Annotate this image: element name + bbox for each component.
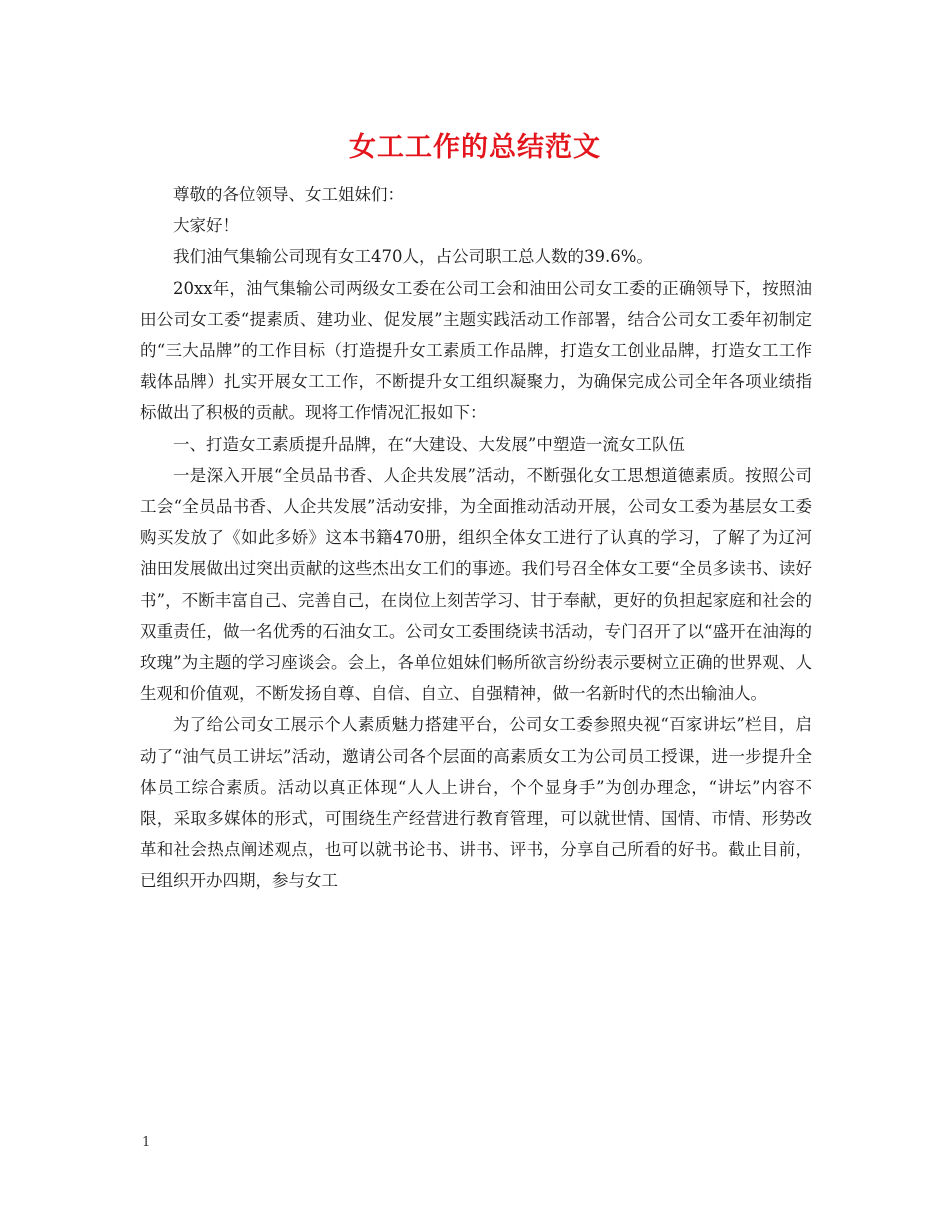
document-title: 女工工作的总结范文 xyxy=(349,132,601,163)
section-heading-1: 一、打造女工素质提升品牌，在“大建设、大发展”中塑造一流女工队伍 xyxy=(173,434,685,454)
paragraph-reading-activity: 一是深入开展“全员品书香、人企共发展”活动，不断强化女工思想道德素质。按照公司工会“全员品书香、人企共发展”活动安排，为全面推动活动开展，公司女工委为基层女工委购买发放了《如此多娇》这本书籍470册，组织全体女工进行了认真的学习，了解了为辽河油田发展做出过突出贡献的这些杰出女工们的事迹。我们号召全体女工要“全员多读书、读好书”，不断丰富自己、完善自己，在岗位上刻苦学习、甘于奉献，更好的负担起家庭和社会的双重责任，做一名优秀的石油女工。公司女工委围绕读书活动，专门召开了以“盛开在油海的玫瑰”为主题的学习座谈会。会上，各单位姐妹们畅所欲言纷纷表示要树立正确的世界观、人生观和价值观，不断发扬自尊、自信、自立、自强精神，做一名新时代的杰出输油人。 xyxy=(140,465,812,704)
paragraph-lecture-forum: 为了给公司女工展示个人素质魅力搭建平台，公司女工委参照央视“百家讲坛”栏目，启动了“油气员工讲坛”活动，邀请公司各个层面的高素质女工为公司员工授课，进一步提升全体员工综合素质。活动以真正体现“人人上讲台，个个显身手”为创办理念，“讲坛”内容不限，采取多媒体的形式，可围绕生产经营进行教育管理，可以就世情、国情、市情、形势改革和社会热点阐述观点，也可以就书论书、讲书、评书，分享自己所看的好书。截止目前，已组织开办四期，参与女工 xyxy=(140,715,812,891)
document-body xyxy=(140,179,812,897)
paragraph-overview: 20xx年，油气集输公司两级女工委在公司工会和油田公司女工委的正确领导下，按照油田公司女工委“提素质、建功业、促发展”主题实践活动工作部署，结合公司女工委年初制定的“三大品牌”的工作目标（打造提升女工素质工作品牌，打造女工创业品牌，打造女工工作载体品牌）扎实开展女工工作，不断提升女工组织凝聚力，为确保完成公司全年各项业绩指标做出了积极的贡献。现将工作情况汇报如下： xyxy=(140,278,812,423)
page-number: 1 xyxy=(142,1135,151,1150)
salutation: 尊敬的各位领导、女工姐妹们： xyxy=(173,185,404,204)
paragraph-staff-count: 我们油气集输公司现有女工470人，占公司职工总人数的39.6%。 xyxy=(173,247,653,267)
greeting: 大家好！ xyxy=(173,216,239,236)
